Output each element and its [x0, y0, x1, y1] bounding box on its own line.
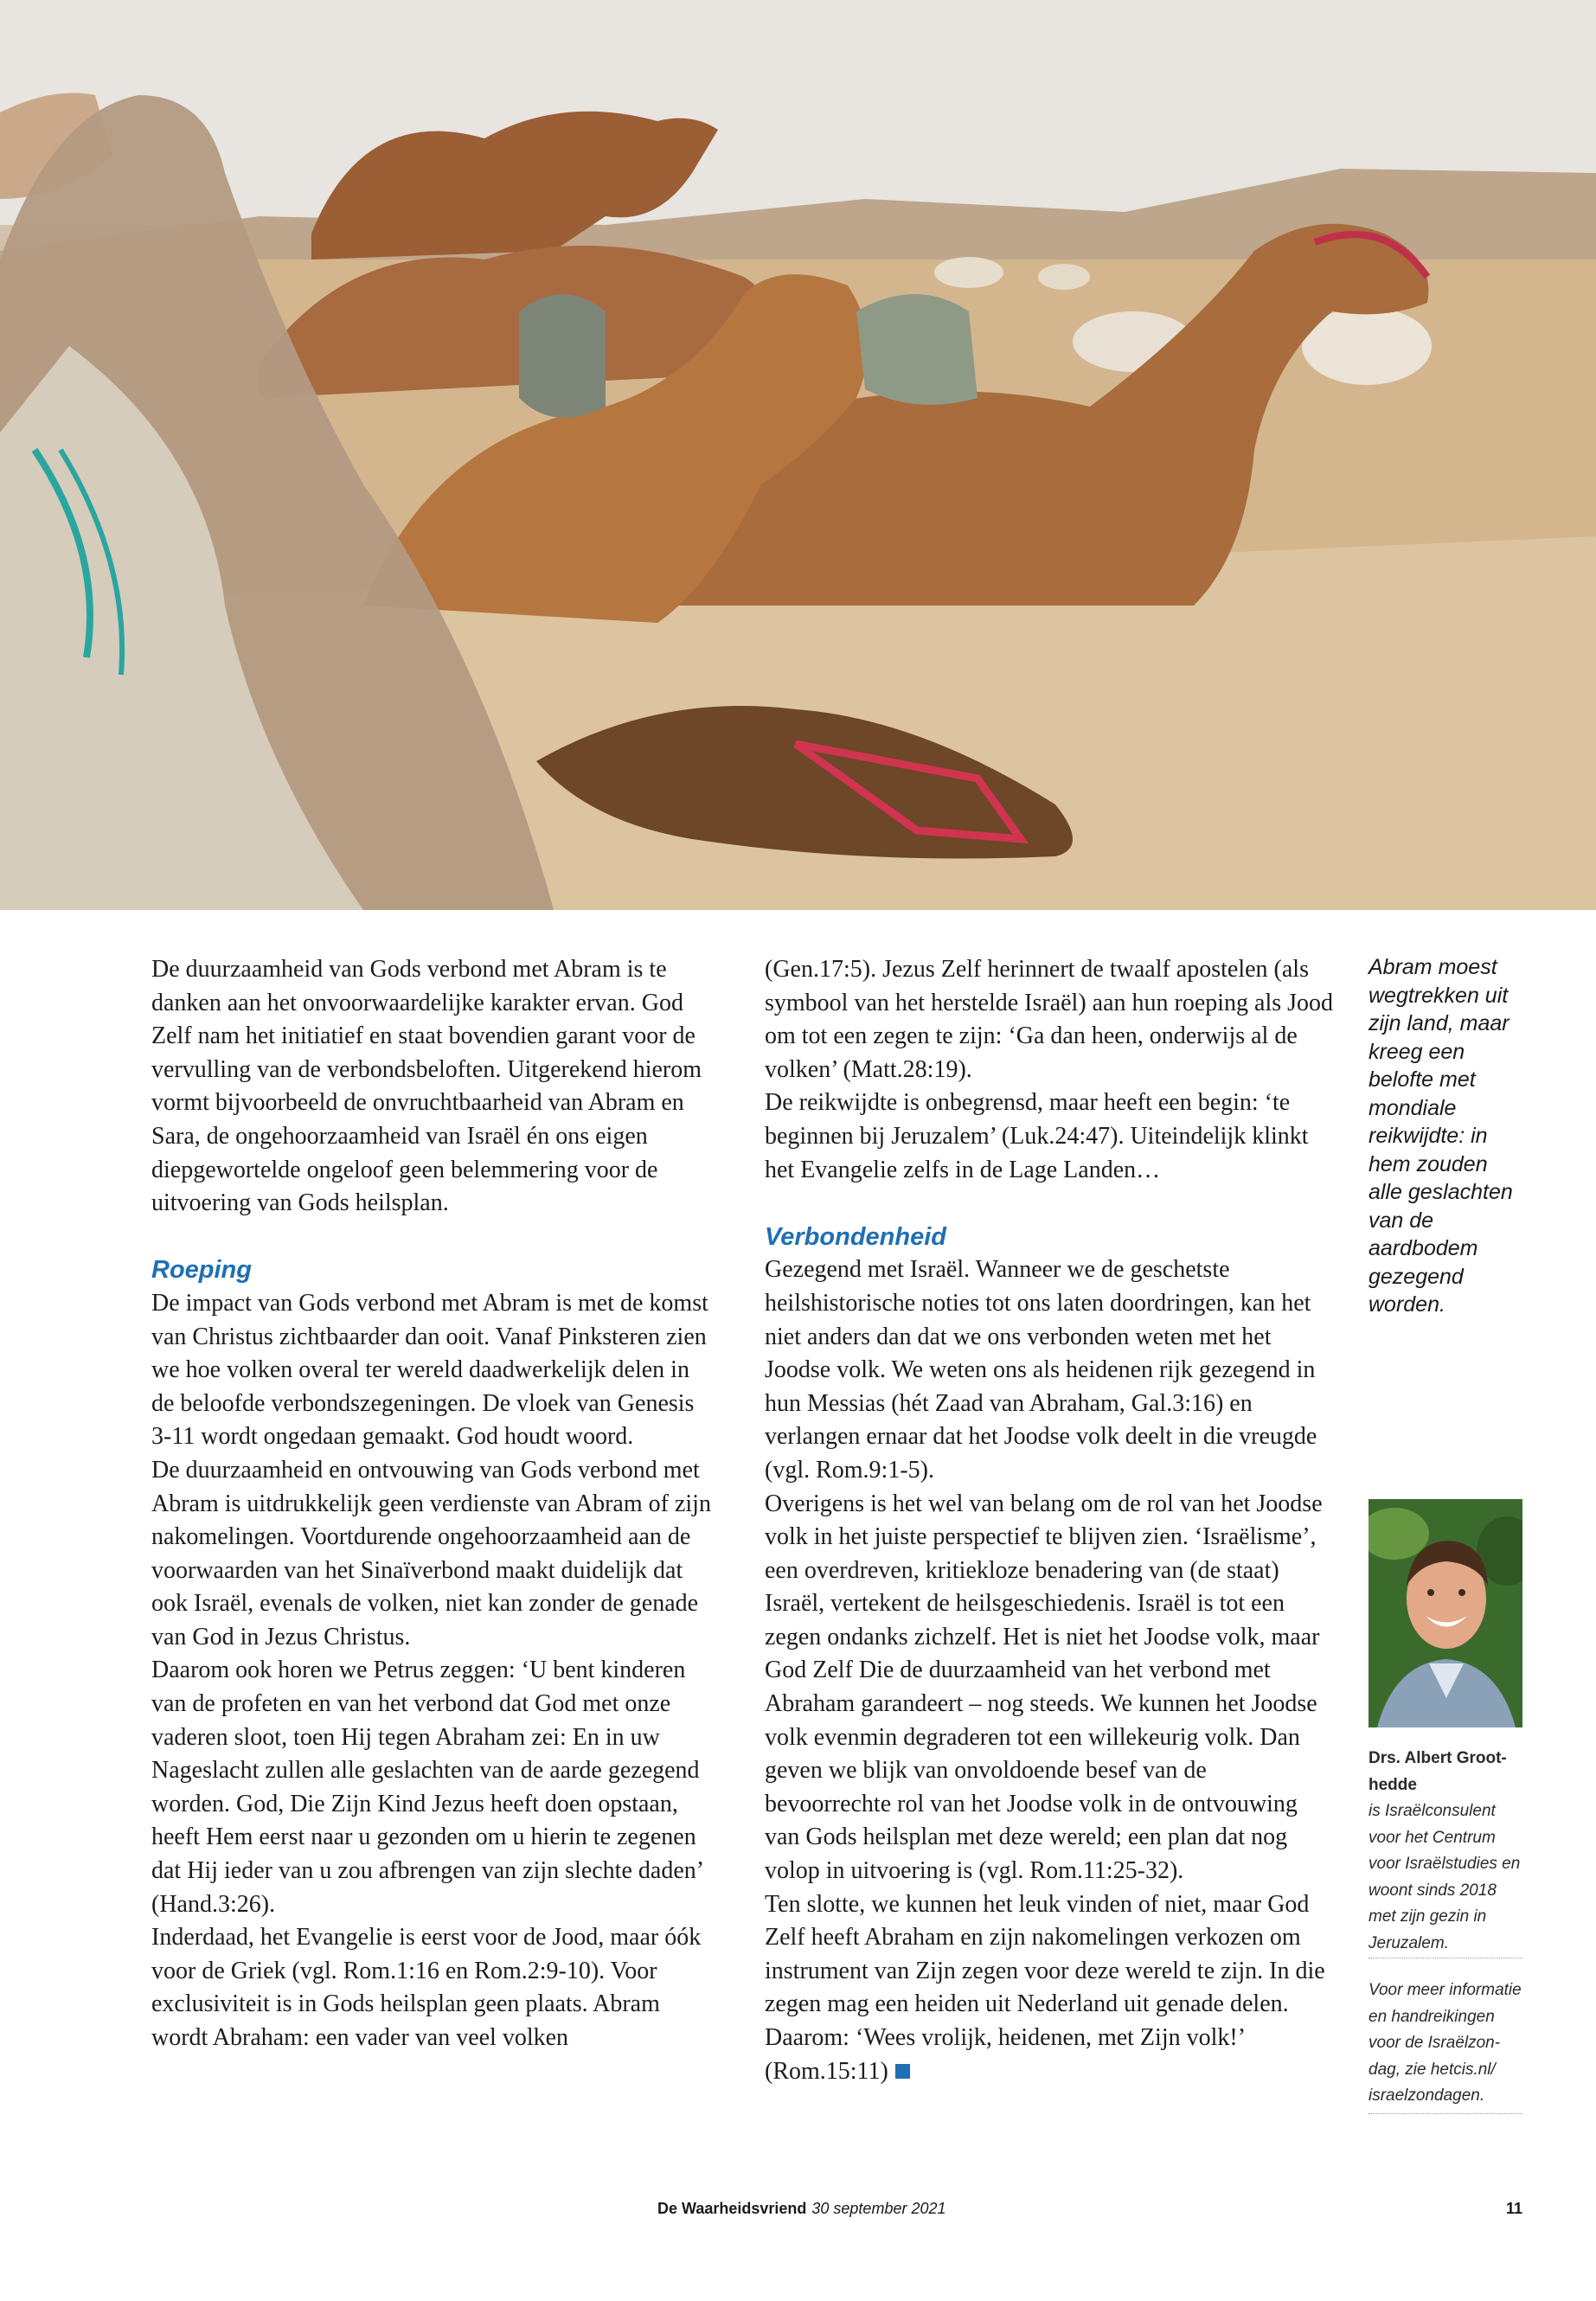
camels-desert-illustration	[0, 0, 1596, 910]
body-paragraph-final	[765, 1888, 1336, 2089]
author-description: is Israëlconsulent voor het Centrum voor Israëlstudies en woont sinds 2018 met zijn gezin in Jeruzalem.	[1368, 1802, 1521, 1952]
article-column-1	[151, 953, 714, 2055]
body-paragraph: (Gen.17:5). Jezus Zelf herinnert de twaalf apostelen (als symbool van het herstelde Israël) aan hun roeping als Jood om tot een zegen te zijn: ‘Ga dan heen, onderwijs al de volken’ (Matt.28:19).	[765, 956, 1334, 1083]
body-paragraph: De reikwijdte is onbegrensd, maar heeft een begin: ‘te beginnen bij Jeruzalem’ (Luk.24:47). Uiteindelijk klinkt het Evangelie zelfs in de Lage Landen…	[765, 1089, 1309, 1183]
body-paragraph: Overigens is het wel van belang om de rol van het Joodse volk in het juiste perspectief te blijven zien. ‘Israëlisme’, een overdreven, kritiekloze benadering van (de staat) Israël, vertekent de heilsgeschiedenis. Israël is tot een zegen ondanks zichzelf. Het is niet het Joodse volk, maar God Zelf Die de duurzaamheid van het verbond met Abraham garandeert – nog steeds. We kunnen het Joodse volk evenmin degraderen tot een willekeurig volk. Dan geven we blijk van onvoldoende besef van de bevoorrechte rol van het Joodse volk in de ontvouwing van Gods heilsplan met deze wereld; een plan dat nog volop in uitvoering is (vgl. Rom.11:25-32).	[765, 1490, 1323, 1885]
pull-quote: Abram moest wegtrekken uit zijn land, maar kreeg een belofte met mondiale reikwijdte: in hem zouden alle geslachten van de aardbodem gezegend worden.	[1368, 955, 1513, 1317]
intro-paragraph: De duurzaamheid van Gods verbond met Abram is te danken aan het onvoorwaardelijke karakter ervan. God Zelf nam het initiatief en staat bovendien garant voor de vervulling van de verbondsbeloften. Uitgerekend hierom vormt bijvoorbeeld de onvruchtbaarheid van Abram en Sara, de ongehoorzaamheid van Israël én ons eigen diepgewortelde ongeloof geen belemmering voor de uitvoering van Gods heilsplan.	[151, 956, 702, 1217]
publication-info	[657, 2200, 946, 2218]
final-text: Ten slotte, we kunnen het leuk vinden of niet, maar God Zelf heeft Abraham en zijn nakomelingen verkozen om instrument van Zijn zegen voor deze wereld te zijn. In die zegen mag een heiden uit Nederland uit genade delen. Daarom: ‘Wees vrolijk, heidenen, met Zijn volk!’ (Rom.15:11)	[765, 1890, 1325, 2085]
body-paragraph: De impact van Gods verbond met Abram is met de komst van Christus zichtbaarder dan ooit. Vanaf Pinksteren zien we hoe volken overal ter wereld daadwerkelijk delen in de beloofde verbondszegeningen. De vloek van Genesis 3-11 wordt ongedaan gemaakt. God houdt woord.	[151, 1289, 708, 1451]
heading-roeping: Roeping	[151, 1256, 252, 1285]
page-footer	[0, 2200, 1596, 2226]
article-column-2	[765, 953, 1336, 2088]
page-number: 11	[1506, 2200, 1523, 2217]
end-of-article-icon	[895, 2064, 910, 2079]
author-portrait	[1368, 1499, 1522, 1727]
heading-verbondenheid: Verbondenheid	[765, 1222, 946, 1251]
camels-photo	[0, 0, 1596, 910]
issue-date: 30 september 2021	[811, 2200, 946, 2217]
body-paragraph: Gezegend met Israël. Wanneer we de geschetste heilshistorische noties tot ons laten doordringen, kan het niet anders dan dat we ons verbonden weten met het Joodse volk. We weten ons als heidenen rijk gezegend in hun Messias (hét Zaad van Abraham, Gal.3:16) en verlangen ernaar dat het Joodse volk deelt in die vreugde (vgl. Rom.9:1-5).	[765, 1256, 1317, 1484]
more-info-note: Voor meer informatie en handreikingen voor de Israëlzondag, zie hetcis.nl/ israelzondagen.	[1368, 1981, 1522, 2105]
author-bio	[1368, 1746, 1522, 1957]
body-paragraph: De duurzaamheid en ontvouwing van Gods verbond met Abram is uitdrukkelijk geen verdienste van Abram of zijn nakomelingen. Voortdurende ongehoorzaamheid aan de voorwaarden van het Sinaïverbond maakt duidelijk dat ook Israël, evenals de volken, niet kan zonder de genade van God in Jezus Christus.	[151, 1456, 711, 1650]
author-name: Drs. Albert Groothedde	[1368, 1749, 1507, 1794]
body-paragraph: Daarom ook horen we Petrus zeggen: ‘U bent kinderen van de profeten en van het verbond dat God met onze vaderen sloot, toen Hij tegen Abraham zei: En in uw Nageslacht zullen alle geslachten van de aarde gezegend worden. God, Die Zijn Kind Jezus heeft doen opstaan, heeft Hem eerst naar u gezonden om u hierin te zegenen dat Hij ieder van u zou afbrengen van zijn slechte daden’ (Hand.3:26).	[151, 1657, 702, 1918]
publication-name: De Waarheidsvriend	[657, 2200, 807, 2217]
divider	[1368, 2113, 1522, 2114]
author-photo-icon	[1368, 1499, 1522, 1727]
body-paragraph: Inderdaad, het Evangelie is eerst voor de Jood, maar óók voor de Griek (vgl. Rom.1:16 en Rom.2:9-10). Voor exclusiviteit is in Gods heilsplan geen plaats. Abram wordt Abraham: een vader van veel volken	[151, 1924, 702, 2051]
